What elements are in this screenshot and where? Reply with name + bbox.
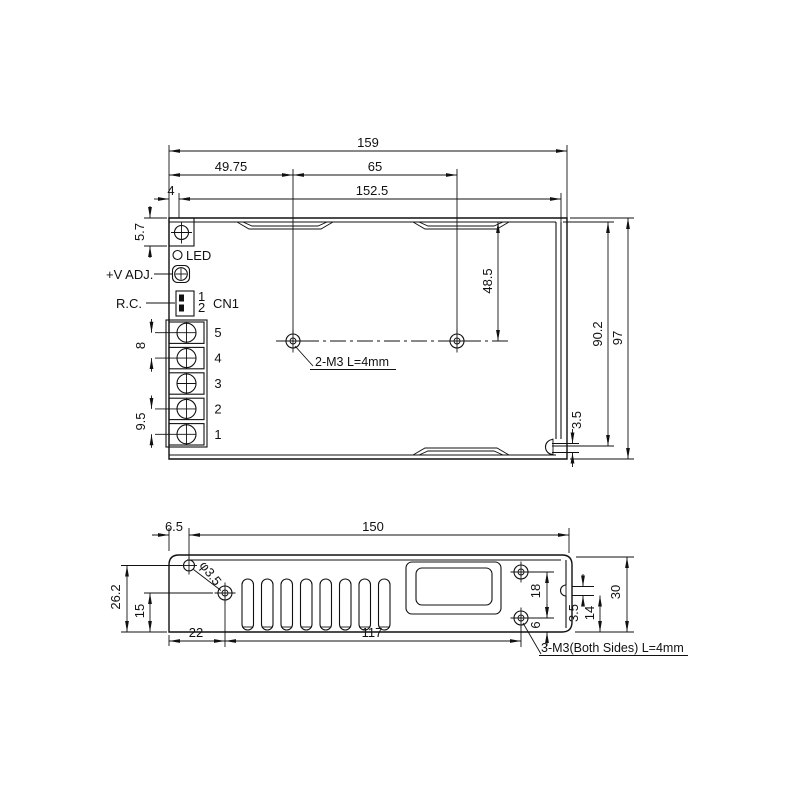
dim-97: 97 xyxy=(610,330,625,346)
dim-15: 15 xyxy=(132,603,147,619)
dim-6: 6 xyxy=(528,621,543,629)
dim-14: 14 xyxy=(582,605,597,621)
side-screw-icon xyxy=(511,562,532,583)
terminal-number: 3 xyxy=(214,376,222,391)
terminal-number: 4 xyxy=(214,350,222,366)
cn1-pin2-label: 2 xyxy=(198,300,206,315)
terminal-screws xyxy=(177,322,197,445)
dim-22: 22 xyxy=(188,625,204,640)
dim-5-7: 5.7 xyxy=(132,222,147,242)
dim-4: 4 xyxy=(167,183,175,198)
cn1-connector xyxy=(176,291,194,316)
side-mounting-note: 3-M3(Both Sides) L=4mm xyxy=(541,641,684,655)
vent-slots xyxy=(242,579,390,630)
louver xyxy=(243,222,327,226)
cover-screw-notch xyxy=(546,440,554,455)
dim-3-5-side: 3.5 xyxy=(566,603,581,623)
case-outline xyxy=(169,218,567,459)
dim-159: 159 xyxy=(357,135,379,150)
cn1-label: CN1 xyxy=(213,296,240,311)
dim-150: 150 xyxy=(362,519,384,534)
dim-6-5: 6.5 xyxy=(164,519,184,534)
dim-90-2: 90.2 xyxy=(590,321,605,347)
louver xyxy=(419,451,503,455)
side-view xyxy=(108,519,688,656)
dim-26-2: 26.2 xyxy=(108,584,123,610)
note-leader xyxy=(295,346,313,366)
cn1-pin xyxy=(179,305,184,312)
terminal-number: 5 xyxy=(214,325,222,340)
dim-48-5: 48.5 xyxy=(480,268,495,294)
cn1-pin1-label: 1 xyxy=(198,289,206,304)
dim-18: 18 xyxy=(528,583,543,599)
led-indicator-icon xyxy=(173,251,182,260)
rc-label: R.C. xyxy=(116,296,142,311)
side-view-dimensions xyxy=(108,519,634,647)
terminal-number: 2 xyxy=(214,401,222,417)
dim-dia-3-5: φ3.5 xyxy=(196,558,225,589)
dim-152-5: 152.5 xyxy=(355,183,389,198)
cn1-pin xyxy=(179,295,184,302)
led-label: LED xyxy=(186,248,212,263)
dim-8: 8 xyxy=(133,341,148,350)
vadj-label: +V ADJ. xyxy=(106,267,154,282)
label-recess-outer xyxy=(406,562,501,614)
dim-9-5: 9.5 xyxy=(133,412,148,431)
side-screw-notch xyxy=(561,585,567,596)
dim-30: 30 xyxy=(608,584,623,600)
terminal-number: 1 xyxy=(214,427,222,442)
top-view xyxy=(106,135,634,467)
dim-117: 117 xyxy=(361,625,383,640)
side-screw-icon xyxy=(215,583,236,604)
mounting-note: 2-M3 L=4mm xyxy=(315,355,389,369)
louver xyxy=(419,222,503,226)
dim-65: 65 xyxy=(367,159,383,174)
label-recess-inner xyxy=(416,568,492,605)
dim-3-5: 3.5 xyxy=(569,410,584,430)
dim-49-75: 49.75 xyxy=(214,159,248,174)
